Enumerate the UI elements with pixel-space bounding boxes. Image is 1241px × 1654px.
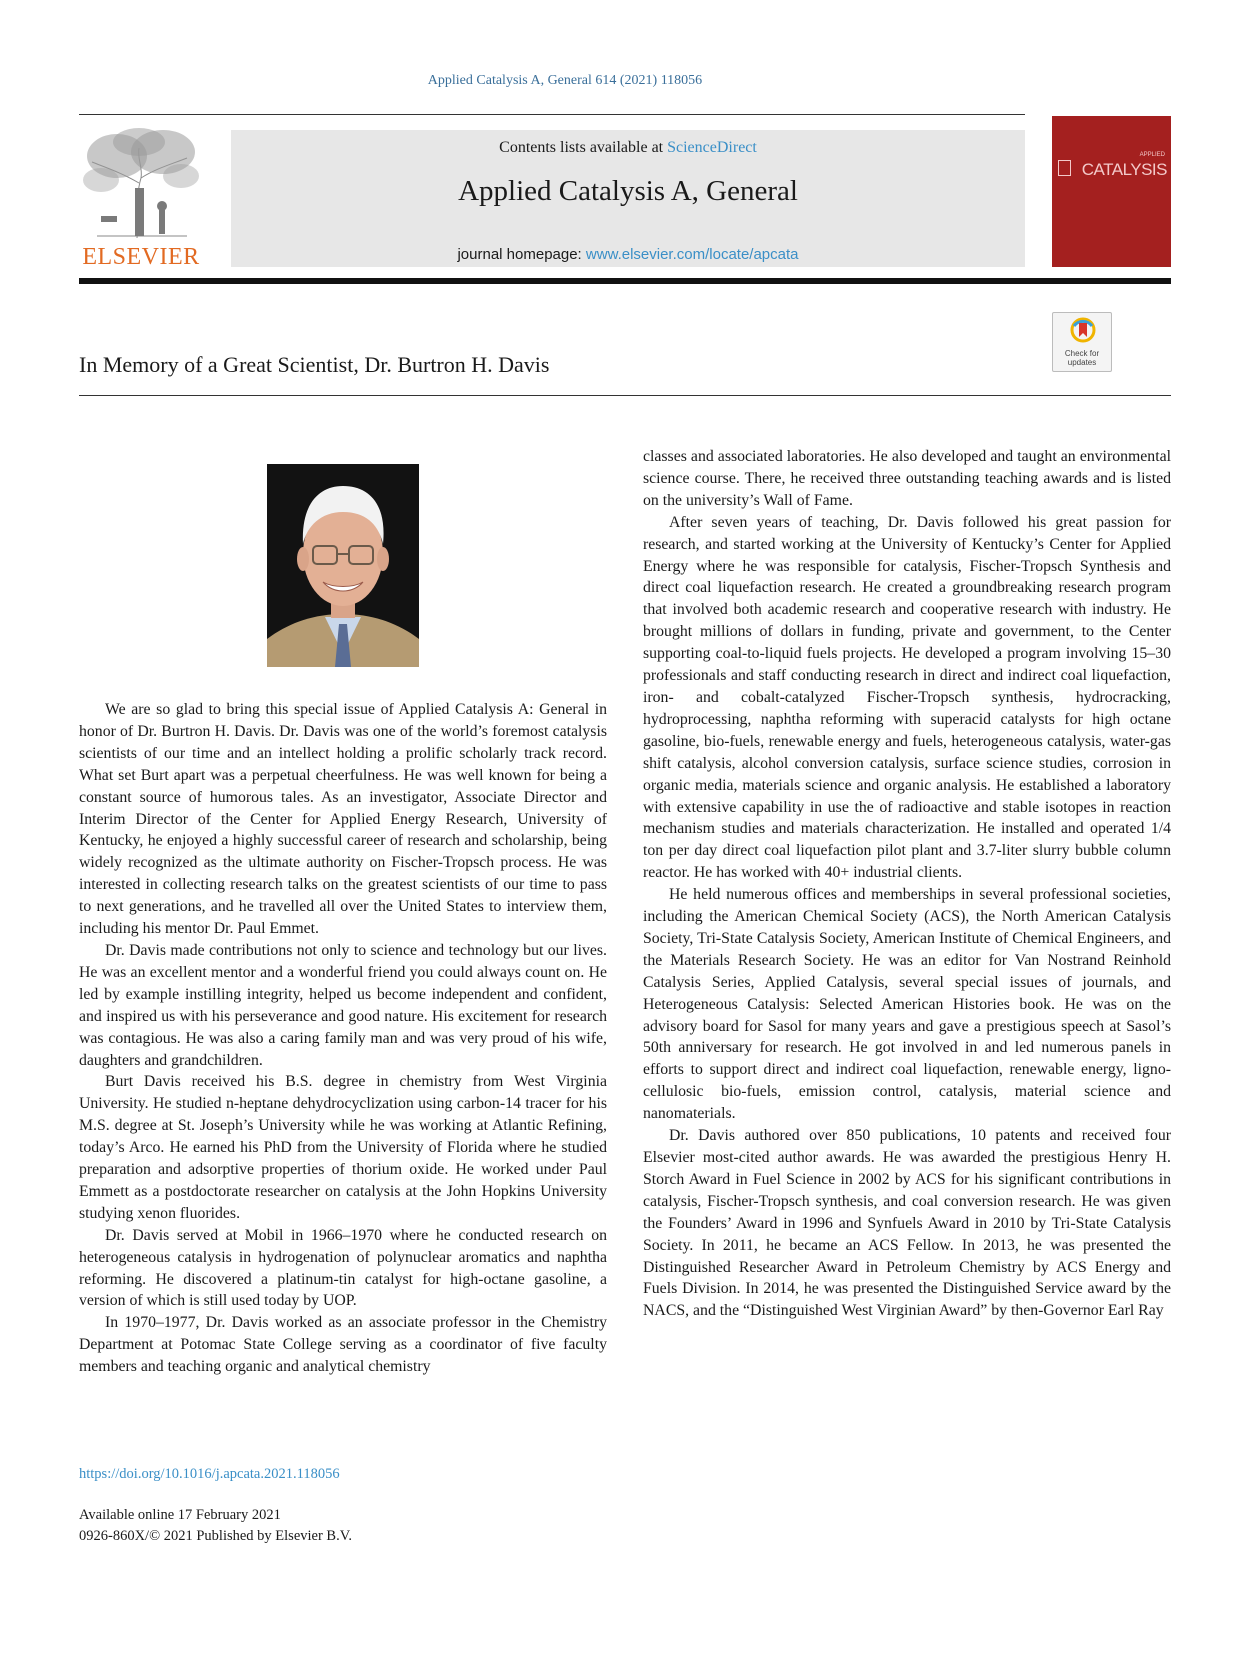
check-updates-line1: Check for: [1064, 349, 1100, 358]
title-rule: [79, 395, 1171, 396]
portrait-photo: [267, 464, 419, 667]
journal-cover-thumbnail[interactable]: [1052, 116, 1171, 267]
check-updates-line2: updates: [1067, 358, 1097, 367]
header-top-rule: [79, 114, 1025, 115]
cover-title-text: CATALYSIS: [1081, 160, 1167, 179]
body-column-left: [79, 699, 607, 1378]
cover-small-text: APPLIED: [1139, 152, 1165, 158]
header-thick-rule: [79, 278, 1171, 284]
paragraph: Dr. Davis made contributions not only to science and technology but our lives. He was an excellent mentor and a wonderful friend you could always count on. He led by example instilling integrity, helped us become independent and confident, and inspired us with his perseverance and good nature. His excitement for research was contagious. He was also a caring family man and was very proud of his wife, daughters and grandchildren.: [79, 941, 607, 1069]
elsevier-logo: [77, 128, 205, 268]
journal-masthead: [231, 130, 1025, 267]
paragraph: In 1970–1977, Dr. Davis worked as an associate professor in the Chemistry Department at Potomac State College serving as a coordinator of five faculty members and teaching organic and analytical chemistry: [79, 1314, 607, 1376]
check-updates-icon: [1069, 317, 1097, 347]
journal-title: Applied Catalysis A, General: [458, 175, 798, 207]
elsevier-tree-icon: [77, 128, 205, 240]
contents-lists-line: [231, 139, 1025, 157]
check-for-updates-button[interactable]: [1052, 312, 1112, 372]
paragraph: Dr. Davis authored over 850 publications, 10 patents and received four Elsevier most-cited author awards. He was awarded the prestigious Henry H. Storch Award in Fuel Science in 2002 by ACS for his significant contributions in catalysis, Fischer-Tropsch synthesis, and coal conversion research. He was given the Founders’ Award in 1996 and Synfuels Award in 2010 by Tri-State Catalysis Society. In 2011, he became an ACS Fellow. In 2013, he was presented the Distinguished Researcher Award in Petroleum Chemistry by ACS Energy and Fuels Division. In 2014, he was presented the Distinguished Service award by the NACS, and the “Distinguished West Virginian Award” by then-Governor Earl Ray: [643, 1127, 1171, 1320]
doi-link[interactable]: https://doi.org/10.1016/j.apcata.2021.118056: [79, 1466, 340, 1482]
paragraph-continuation: classes and associated laboratories. He also developed and taught an environmental science course. There, he received three outstanding teaching awards and is listed on the university’s Wall of Fame.: [643, 448, 1171, 509]
elsevier-wordmark: ELSEVIER: [82, 244, 200, 270]
homepage-link[interactable]: www.elsevier.com/locate/apcata: [585, 246, 799, 263]
homepage-prefix: journal homepage:: [457, 246, 586, 263]
sciencedirect-link[interactable]: ScienceDirect: [667, 139, 757, 156]
check-updates-label: [1053, 349, 1111, 367]
available-online-date: Available online 17 February 2021: [79, 1507, 281, 1523]
contents-prefix: Contents lists available at: [499, 139, 668, 156]
journal-citation[interactable]: Applied Catalysis A, General 614 (2021) 118056: [427, 73, 703, 88]
paragraph: He held numerous offices and memberships in several professional societies, including the American Chemical Society (ACS), the North American Catalysis Society, Tri-State Catalysis Society, American Institute of Chemical Engineers, and the Materials Research Society. He was an editor for Van Nostrand Reinhold Catalysis Series, Applied Catalysis, several special issues of journals, and Heterogeneous Catalysis: Selected American Histories book. He was on the advisory board for Sasol for many years and gave a prestigious speech at Sasol’s 50th anniversary for research. He got involved in and led numerous panels in efforts to support direct and indirect coal liquefaction, renewable energy, lignocellulosic bio-fuels, emission control, catalysis, material science and nanomaterials.: [643, 886, 1171, 1123]
article-title: In Memory of a Great Scientist, Dr. Burtron H. Davis: [79, 352, 550, 377]
portrait-illustration: [267, 464, 419, 667]
body-column-right: [643, 446, 1171, 1322]
paragraph: Dr. Davis served at Mobil in 1966–1970 where he conducted research on heterogeneous catalysis in hydrogenation of polynuclear aromatics and naphtha reforming. He discovered a platinum-tin catalyst for high-octane gasoline, a version of which is still used today by UOP.: [79, 1226, 607, 1310]
publication-info: [79, 1505, 352, 1547]
paragraph: We are so glad to bring this special issue of Applied Catalysis A: General in honor of Dr. Burtron H. Davis. Dr. Davis was one of the world’s foremost catalysis scientists of our time and an intellect holding a prolific scholarly track record. What set Burt apart was a perpetual cheerfulness. He was well known for being a constant source of humorous tales. As an investigator, Associate Director and Interim Director of the Center for Applied Energy Research, University of Kentucky, he enjoyed a highly successful career of research and scholarship, being widely recognized as the ultimate authority on Fischer-Tropsch process. He was interested in collecting research talks on the greatest scientists of our time to pass to next generations, and he travelled all over the United States to interview them, including his mentor Dr. Paul Emmet.: [79, 701, 607, 938]
paragraph: After seven years of teaching, Dr. Davis followed his great passion for research, and started working at the University of Kentucky’s Center for Applied Energy where he was responsible for catalysis, Fischer-Tropsch Synthesis and direct coal liquefaction research. He created a groundbreaking research program that involved both academic research and cooperative research with industry. He brought millions of dollars in funding, private and government, to the Center supporting coal-to-liquid fuels projects. He developed a program involving 15–30 professionals and staff conducting research in direct and indirect coal liquefaction, iron- and cobalt-catalyzed Fischer-Tropsch synthesis, hydrocracking, hydroprocessing, naphtha reforming with superacid catalysts for high octane gasoline, bio-fuels, renewable energy and fuels, heterogeneous catalysis, water-gas shift catalysis, alcohol conversion catalysis, surface science studies, corrosion in organic media, materials science and organic analysis. He established a laboratory with extensive capability in use the of radioactive and stable isotopes in reaction mechanism studies and materials characterization. He installed and operated 1/4 ton per day direct coal liquefaction pilot plant and 3.7-liter slurry bubble column reactor. He has worked with 40+ industrial clients.: [643, 513, 1171, 882]
paragraph: Burt Davis received his B.S. degree in chemistry from West Virginia University. He studied n-heptane dehydrocyclization using carbon-14 tracer for his M.S. degree at St. Joseph’s University while he was working at Atlantic Refining, today’s Arco. He earned his PhD from the University of Florida where he studied preparation and adsorptive properties of thorium oxide. He worked under Paul Emmett as a postdoctorate researcher on catalysis at the John Hopkins University studying xenon fluorides.: [79, 1073, 607, 1222]
journal-homepage-line: [231, 246, 1025, 263]
copyright-notice: 0926-860X/© 2021 Published by Elsevier B.V.: [79, 1528, 352, 1544]
